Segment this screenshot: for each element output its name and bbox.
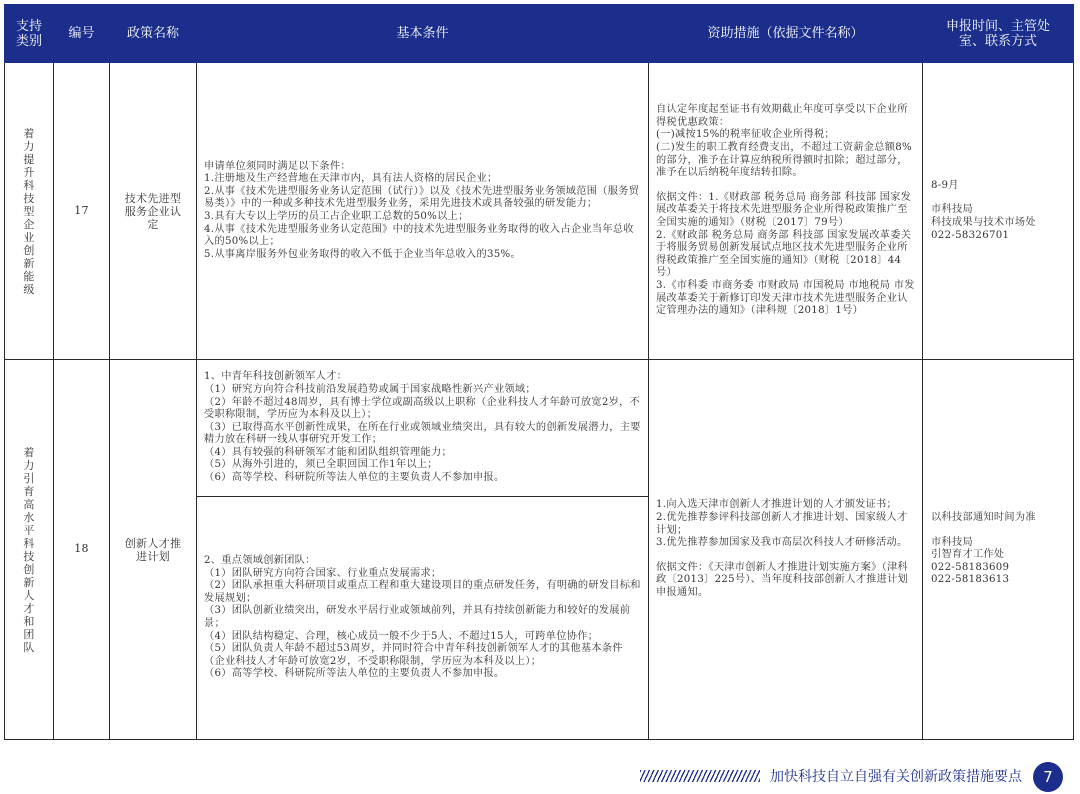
footer-hatch-decoration	[640, 770, 760, 782]
table-row	[5, 63, 1074, 360]
header-measures: 资助措施（依据文件名称）	[649, 5, 923, 63]
text-line: （3）已取得高水平创新性成果，在所在行业或领域业绩突出，具有较大的创新发展潜力，主要精力放在科研一线从事研究开发工作；	[204, 421, 641, 446]
table-header-row	[5, 5, 1074, 63]
policy-name-cell: 技术先进型服务企业认定	[110, 63, 197, 360]
text-line: 以科技部通知时间为准	[931, 512, 1036, 524]
text-line: 1.向入选天津市创新人才推进计划的人才颁发证书；	[656, 499, 898, 511]
text-line: 3.《市科委 市商务委 市财政局 市国税局 市地税局 市发展改革委关于新修订印发天津市技术先进型服务企业认定管理办法的通知》（津科规〔2018〕1号）	[656, 279, 915, 317]
page-number-badge: 7	[1033, 762, 1063, 792]
text-line: 2.《财政部 税务总局 商务部 科技部 国家发展改革委关于将服务贸易创新发展试点地区技术先进型服务企业所得税政策推广至全国实施的通知》（财税〔2018〕44号）	[656, 229, 912, 279]
table-row	[5, 360, 1074, 497]
text-line: 022-58183613	[931, 574, 1010, 586]
conditions-cell-teams	[197, 497, 649, 740]
header-number: 编号	[54, 5, 110, 63]
number-cell: 17	[54, 63, 110, 360]
text-line: （5）团队负责人年龄不超过53周岁，并同时符合中青年科技创新领军人才的其他基本条件（企业科技人才年龄可放宽2岁，不受职称限制，学历应为本科及以上）；	[204, 643, 623, 667]
paragraph-gap	[656, 550, 916, 562]
text-line: （5）从海外引进的，须已全职回国工作1年以上；	[204, 459, 438, 471]
footer-title: 加快科技自立自强有关创新政策措施要点	[770, 769, 1022, 785]
number-cell: 18	[54, 360, 110, 740]
category-cell: 着力引育高水平科技创新人才和团队	[5, 360, 54, 740]
conditions-cell-leaders	[197, 360, 649, 497]
text-line: (二)发生的职工教育经费支出，不超过工资薪金总额8%的部分，准予在计算应纳税所得额时扣除；超过部分，准予在以后纳税年度结转扣除。	[656, 142, 913, 179]
text-line: 市科技局	[931, 204, 973, 216]
text-line: 5.从事离岸服务外包业务取得的收入不低于企业当年总收入的35%。	[204, 248, 522, 260]
text-line: (一)减按15%的税率征收企业所得税；	[656, 129, 835, 141]
measures-cell	[649, 63, 923, 360]
text-line: （6）高等学校、科研院所等法人单位的主要负责人不参加申报。	[204, 668, 505, 680]
header-conditions: 基本条件	[197, 5, 649, 63]
text-line: 引智育才工作处	[931, 549, 1005, 561]
text-line: 依据文件：1.《财政部 税务总局 商务部 科技部 国家发展改革委关于将技术先进型服务企业所得税政策推广至全国实施的通知》（财税〔2017〕79号）	[656, 191, 912, 228]
text-line: 022-58326701	[931, 229, 1010, 241]
text-line: 2.从事《技术先进型服务业务认定范围（试行）》以及《技术先进型服务业务领域范围（服务贸易类）》中的一种或多种技术先进型服务业务，采用先进技术或具备较强的研发能力；	[204, 185, 640, 210]
paragraph-gap	[931, 525, 1067, 537]
text-line: 4.从事《技术先进型服务业务认定范围》中的技术先进型服务业务取得的收入占企业当年总收入的50%以上；	[204, 223, 634, 248]
conditions-cell	[197, 63, 649, 360]
header-contact: 申报时间、主管处室、联系方式	[923, 5, 1074, 63]
text-line: （4）团队结构稳定、合理，核心成员一般不少于5人、不超过15人，可跨单位协作；	[204, 630, 599, 642]
contact-cell	[923, 63, 1074, 360]
text-line: 市科技局	[931, 536, 973, 548]
text-line: 2、重点领域创新团队：	[204, 555, 316, 567]
text-line: （4）具有较强的科研领军才能和团队组织管理能力；	[204, 446, 452, 458]
policy-name-cell: 创新人才推进计划	[110, 360, 197, 740]
paragraph-gap	[931, 192, 1067, 204]
measures-cell	[649, 360, 923, 740]
text-line: 1.注册地及生产经营地在天津市内，具有法人资格的居民企业；	[204, 173, 498, 185]
text-line: 3.优先推荐参加国家及我市高层次科技人才研修活动。	[656, 537, 908, 549]
paragraph-gap	[656, 180, 916, 192]
page-footer	[640, 762, 1076, 792]
text-line: 3.具有大专以上学历的员工占企业职工总数的50%以上；	[204, 211, 469, 222]
text-line: （1）研究方向符合科技前沿发展趋势或属于国家战略性新兴产业领域；	[204, 383, 536, 395]
text-line: （3）团队创新业绩突出，研发水平居行业或领域前列，并具有持续创新能力和较好的发展前景；	[204, 605, 631, 629]
header-category: 支持类别	[5, 5, 54, 63]
text-line: 申请单位须同时满足以下条件：	[204, 160, 351, 172]
category-cell: 着力提升科技型企业创新能级	[5, 63, 54, 360]
text-line: 8-9月	[931, 179, 959, 191]
text-line: 2.优先推荐参评科技部创新人才推进计划、国家级人才计划；	[656, 512, 908, 536]
text-line: （6）高等学校、科研院所等法人单位的主要负责人不参加申报。	[204, 472, 505, 484]
text-line: （2）年龄不超过48周岁，具有博士学位或副高级以上职称（企业科技人才年龄可放宽2岁，不受职称限制，学历应为本科及以上）；	[204, 396, 641, 421]
policy-table	[4, 4, 1073, 739]
text-line: （1）团队研究方向符合国家、行业重点发展需求；	[204, 567, 442, 579]
text-line: 自认定年度起至证书有效期截止年度可享受以下企业所得税优惠政策：	[656, 104, 908, 128]
contact-cell	[923, 360, 1074, 740]
text-line: （2）团队承担重大科研项目或重点工程和重大建设项目的重点研发任务，有明确的研发目标和发展规划；	[204, 580, 641, 604]
text-line: 1、中青年科技创新领军人才：	[204, 371, 348, 383]
text-line: 022-58183609	[931, 561, 1010, 573]
text-line: 科技成果与技术市场处	[931, 217, 1036, 228]
header-policy: 政策名称	[110, 5, 197, 63]
text-line: 依据文件：《天津市创新人才推进计划实施方案》（津科政〔2013〕225号）、当年度科技部创新人才推进计划申报通知。	[656, 561, 909, 598]
